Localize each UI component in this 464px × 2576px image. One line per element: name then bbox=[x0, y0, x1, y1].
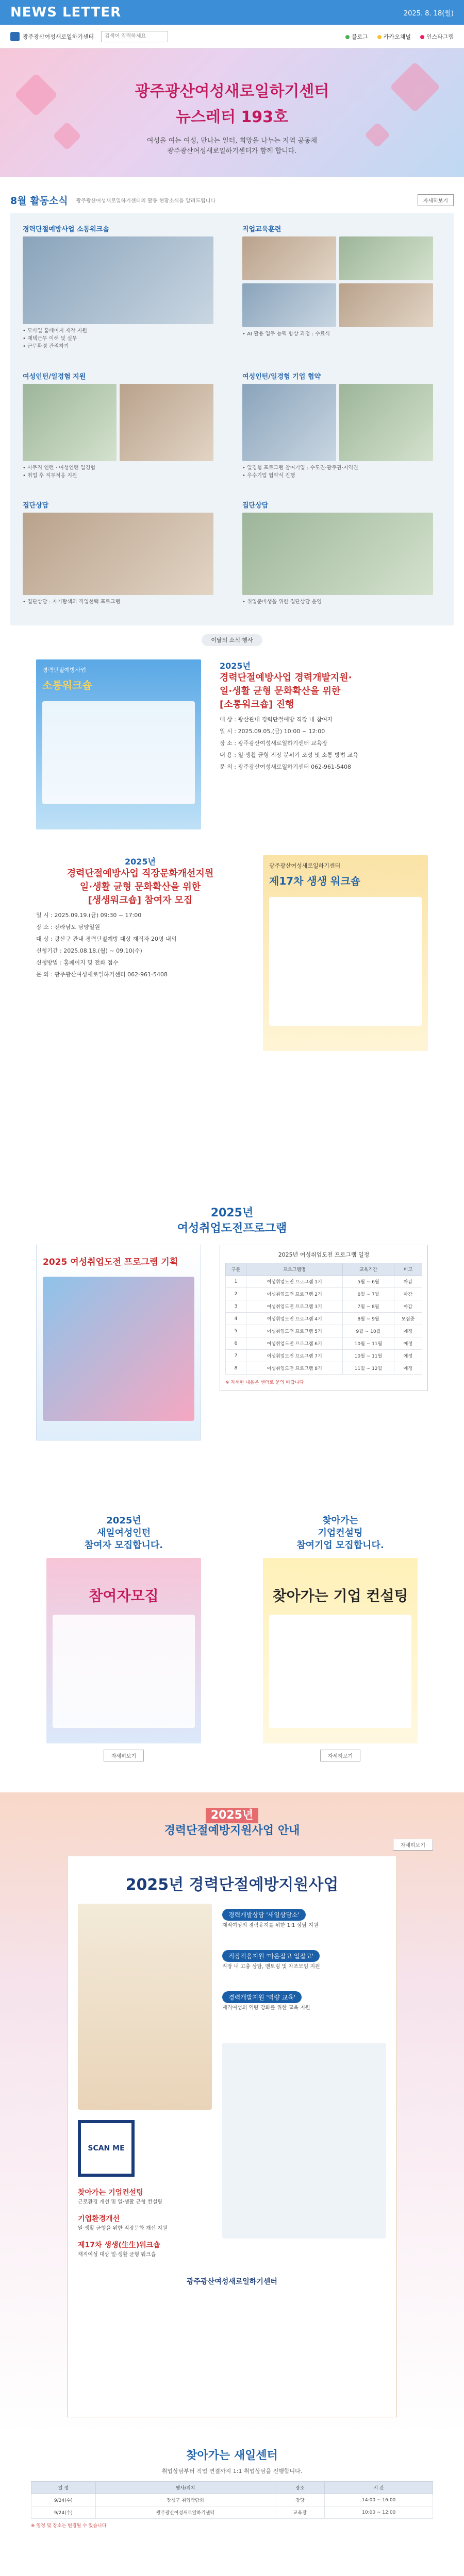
activities-title: 8월 활동소식 bbox=[10, 195, 68, 207]
activity-photo[interactable] bbox=[120, 384, 213, 461]
activity-photo[interactable] bbox=[242, 236, 336, 280]
workshop-headline: 일·생활 균형 문화확산을 위한 bbox=[220, 686, 341, 697]
qr-code-icon[interactable]: SCAN ME bbox=[78, 2120, 135, 2177]
activity-caption: • 취업준비생을 위한 집단상담 운영 bbox=[242, 599, 322, 605]
consulting-more-button[interactable]: 자세히보기 bbox=[320, 1750, 360, 1761]
workshop-year: 2025년 bbox=[220, 661, 251, 671]
activity-title: 여성인턴/일경험 지원 bbox=[23, 372, 86, 381]
workshop-2-section bbox=[0, 845, 464, 1066]
workshop-1-poster[interactable] bbox=[36, 659, 201, 829]
recruit-section bbox=[0, 1515, 464, 1761]
poster-title: 찾아가는 기업 컨설팅 bbox=[272, 1587, 408, 1604]
table-row: 1 여성취업도전 프로그램 1기 5월 ~ 6월 마감 bbox=[226, 1276, 422, 1288]
activity-photo[interactable] bbox=[339, 236, 433, 280]
workshop-detail: 장 소 : 전라남도 담양일원 bbox=[36, 924, 100, 930]
support-title: 2025년 경력단절예방지원사업 안내 bbox=[164, 1809, 300, 1837]
jobs-note: ※ 일정 및 장소는 변경될 수 있습니다 bbox=[31, 2523, 107, 2529]
hero-desc-1: 여성을 여는 여성, 만나는 일터, 희망을 나누는 지역 공동체 bbox=[146, 137, 318, 145]
programs-table: 구분 프로그램명 교육기간 비고 1 여성취업도전 프로그램 1기 5월 ~ 6월 마감 2 여성취업도전 프로그램 2기 6월 ~ 7월 마감 3 여성취업도전 프로그램 3기 7월 ~ 8월 마감 4 여성취업도전 프로그램 4기 8월 ~ 9월 모집중 5 여성취업도전 프로그램 5기 9월 ~ 10월 예정 6 여성취업도전 프로그램 6기 10월 ~ 11월 예정 7 여성취업도전 프로그램 7기 10월 ~ 11월 예정 8 여성취업도전 프로그램 8기 11월 ~ 12월 예정 bbox=[225, 1263, 422, 1375]
poster-footer: 광주광산여성새로일하기센터 bbox=[187, 2278, 277, 2286]
programs-poster[interactable] bbox=[36, 1245, 201, 1440]
activity-caption: • 사무직 인턴 · 여성인턴 일경험 • 취업 후 직무적응 지원 bbox=[23, 465, 95, 479]
activities-desc: 광주광산여성새로일하기센터의 활동 현황소식을 알려드립니다 bbox=[76, 198, 216, 204]
programs-section bbox=[0, 1236, 464, 1458]
workshop-2-info bbox=[36, 855, 244, 978]
activity-caption: • 집단상담 : 자기탐색과 직업선택 프로그램 bbox=[23, 599, 121, 605]
blog-link[interactable]: 블로그 bbox=[345, 32, 368, 41]
table-row: 4 여성취업도전 프로그램 4기 8월 ~ 9월 모집중 bbox=[226, 1313, 422, 1325]
intern-recruit: 2025년 새일여성인턴 참여자 모집합니다. 참여자모집 자세히보기 bbox=[31, 1515, 217, 1761]
top-bar bbox=[0, 0, 464, 25]
org-name[interactable]: 광주광산여성새로일하기센터 bbox=[23, 33, 94, 40]
activity-title: 집단상담 bbox=[23, 502, 49, 510]
activity-caption: • 일경험 프로그램 참여기업 : 수도권·광주권·지역권 • 우수기업 협약식 진행 bbox=[242, 465, 358, 479]
poster-detail-box bbox=[222, 2043, 386, 2239]
workshop-headline: [생생워크숍] 참여자 모집 bbox=[88, 895, 193, 906]
section-divider bbox=[0, 625, 464, 649]
kakao-link[interactable]: 카카오채널 bbox=[377, 32, 411, 41]
workshop-detail: 신청기간 : 2025.08.18.(월) ~ 09.10(수) bbox=[36, 947, 142, 954]
workshop-headline: 경력단절예방사업 경력개발지원· bbox=[220, 672, 352, 683]
workshop-headline: 일·생활 균형 문화확산을 위한 bbox=[79, 882, 201, 892]
programs-table-box bbox=[220, 1245, 428, 1391]
consulting-recruit: 찾아가는 기업컨설팅 참여기업 모집합니다. 찾아가는 기업 컨설팅 자세히보기 bbox=[247, 1515, 433, 1761]
activity-title: 경력단절예방사업 소통워크숍 bbox=[23, 226, 109, 233]
activity-card bbox=[23, 224, 222, 360]
consulting-poster[interactable] bbox=[263, 1558, 418, 1743]
table-row: 3 여성취업도전 프로그램 3기 7월 ~ 8월 마감 bbox=[226, 1300, 422, 1313]
blog-icon bbox=[345, 35, 350, 39]
workshop-detail: 대 상 : 광산구 관내 경력단절예방 대상 재직자 20명 내외 bbox=[36, 936, 177, 942]
support-poster[interactable] bbox=[67, 1856, 397, 2417]
programs-title: 2025년 여성취업도전프로그램 bbox=[177, 1207, 287, 1235]
workshop-detail: 장 소 : 광주광산여성새로일하기센터 교육장 bbox=[220, 740, 327, 747]
workshop-detail: 문 의 : 광주광산여성새로일하기센터 062-961-5408 bbox=[36, 971, 168, 978]
workshop-detail: 신청방법 : 홈페이지 및 전화 접수 bbox=[36, 959, 119, 966]
hero-desc-2: 광주광산여성새로일하기센터가 함께 합니다. bbox=[167, 147, 297, 155]
activity-card bbox=[242, 224, 441, 360]
poster-body bbox=[53, 1615, 195, 1728]
programs-table-title: 2025년 여성취업도전 프로그램 일정 bbox=[278, 1251, 370, 1258]
hero-issue: 뉴스레터 193호 bbox=[176, 108, 288, 126]
workshop-1-info bbox=[220, 659, 428, 771]
activity-title: 여성인턴/일경험 기업 협약 bbox=[242, 372, 321, 381]
workshop-headline: [소통워크숍] 진행 bbox=[220, 699, 294, 710]
workshop-detail: 대 상 : 광산관내 경력단절예방 직장 내 참여자 bbox=[220, 716, 333, 723]
divider-label: 이달의 소식·행사 bbox=[202, 634, 262, 646]
activity-card bbox=[242, 371, 441, 489]
poster-body bbox=[269, 897, 422, 1026]
programs-note: ※ 자세한 내용은 센터로 문의 바랍니다 bbox=[225, 1380, 304, 1385]
table-row: 8 여성취업도전 프로그램 8기 11월 ~ 12월 예정 bbox=[226, 1362, 422, 1375]
poster-title: 참여자모집 bbox=[89, 1587, 159, 1604]
activity-caption: • AI 활용 업무 능력 향상 과정 : 수료식 bbox=[242, 331, 330, 337]
intern-more-button[interactable]: 자세히보기 bbox=[104, 1750, 144, 1761]
poster-left: SCAN ME 찾아가는 기업컨설팅 근로환경 개선 및 일·생활 균형 컨설팅 기업환경개선 일·생활 균형을 위한 직장문화 개선 지원 제17차 생생(生生)워크숍 재직여성 대상 일·생활 균형 워크숍 bbox=[78, 1904, 212, 2266]
support-section bbox=[0, 1792, 464, 2433]
intern-poster[interactable] bbox=[46, 1558, 201, 1743]
activity-photo[interactable] bbox=[242, 283, 336, 327]
menu-bar bbox=[0, 25, 464, 48]
hero-title: 광주광산여성새로일하기센터 bbox=[135, 82, 329, 100]
workshop-1-section bbox=[0, 649, 464, 845]
activity-photo[interactable] bbox=[242, 513, 433, 595]
poster-title: 2025 여성취업도전 프로그램 기획 bbox=[43, 1257, 178, 1267]
table-row: 5 여성취업도전 프로그램 5기 9월 ~ 10월 예정 bbox=[226, 1325, 422, 1337]
table-row: 6 여성취업도전 프로그램 6기 10월 ~ 11월 예정 bbox=[226, 1337, 422, 1350]
activity-photo[interactable] bbox=[339, 283, 433, 327]
support-more-button[interactable]: 자세히보기 bbox=[393, 1839, 433, 1851]
poster-body bbox=[42, 701, 195, 804]
poster-tag: 광주광산여성새로일하기센터 bbox=[269, 862, 341, 869]
org-logo-icon[interactable] bbox=[10, 32, 20, 41]
activity-photo[interactable] bbox=[23, 236, 213, 324]
activity-card bbox=[242, 500, 441, 615]
activity-photo[interactable] bbox=[339, 384, 433, 461]
activity-title: 직업교육훈련 bbox=[242, 226, 281, 233]
table-row: 9/24(수) 광주광산여성새로일하기센터 교육장 10:00 ~ 12:00 bbox=[31, 2506, 433, 2519]
jobs-title: 찾아가는 새일센터 bbox=[186, 2449, 278, 2462]
poster-tag: 경력단절예방사업 bbox=[42, 667, 87, 673]
workshop-headline: 경력단절예방사업 직장문화개선지원 bbox=[67, 868, 214, 879]
poster-title: 소통워크숍 bbox=[42, 679, 92, 691]
table-row: 9/24(수) 장성구 취업박람회 강당 14:00 ~ 16:00 bbox=[31, 2494, 433, 2506]
workshop-detail: 내 용 : 일·생활 균형 직장 분위기 조성 및 소통 방법 교육 bbox=[220, 752, 358, 758]
poster-title: 2025년 경력단절예방지원사업 bbox=[125, 1876, 339, 1894]
workshop-detail: 일 시 : 2025.09.19.(금) 09:30 ~ 17:00 bbox=[36, 912, 142, 919]
activities-grid bbox=[10, 213, 454, 625]
activities-more-button[interactable]: 자세히보기 bbox=[418, 194, 454, 206]
activity-caption: • 모바일 홈페이지 제작 지원 • 재택근무 이해 및 실무 • 근무환경 관리하기 bbox=[23, 328, 87, 349]
social-links bbox=[345, 32, 454, 41]
activity-photo[interactable] bbox=[242, 384, 336, 461]
kakao-icon bbox=[377, 35, 382, 39]
activity-title: 집단상담 bbox=[242, 502, 269, 510]
poster-title: 제17차 생생 워크숍 bbox=[269, 875, 360, 887]
jobs-desc: 취업상담부터 직업 연결까지 1:1 취업상담을 진행합니다. bbox=[161, 2468, 303, 2475]
poster-body bbox=[269, 1615, 411, 1728]
instagram-icon bbox=[420, 35, 424, 39]
workshop-detail: 문 의 : 광주광산여성새로일하기센터 062-961-5408 bbox=[220, 764, 352, 770]
hero-banner bbox=[0, 48, 464, 177]
newsletter-date: 2025. 8. 18(월) bbox=[403, 9, 454, 18]
poster-body bbox=[43, 1277, 194, 1421]
jobs-section bbox=[0, 2433, 464, 2544]
workshop-year: 2025년 bbox=[125, 857, 156, 867]
instagram-link[interactable]: 인스타그램 bbox=[420, 32, 454, 41]
workshop-detail: 일 시 : 2025.09.05.(금) 10:00 ~ 12:00 bbox=[220, 728, 325, 735]
activities-header bbox=[0, 187, 464, 213]
activity-photo[interactable] bbox=[23, 513, 213, 595]
poster-illustration bbox=[78, 1904, 212, 2110]
table-row: 2 여성취업도전 프로그램 2기 6월 ~ 7월 마감 bbox=[226, 1288, 422, 1300]
activity-card bbox=[23, 371, 222, 489]
table-row: 7 여성취업도전 프로그램 7기 10월 ~ 11월 예정 bbox=[226, 1350, 422, 1362]
poster-right: 경력개발상담 '새일상담소' 재직여성의 경력유지를 위한 1:1 상담 지원 직장적응지원 '마음잡고 일잡고' 직장 내 고충 상담, 멘토링 및 자조모임 지원 경력개발지원 '역량 교육' 재직여성의 역량 강화를 위한 교육 지원 bbox=[222, 1904, 386, 2266]
search-input[interactable] bbox=[101, 31, 168, 42]
activity-card bbox=[23, 500, 222, 615]
activity-photo[interactable] bbox=[23, 384, 117, 461]
workshop-2-poster[interactable] bbox=[263, 855, 428, 1051]
jobs-table: 일 정 행사/위치 장소 시 간 9/24(수) 장성구 취업박람회 강당 14:00 ~ 16:00 9/24(수) 광주광산여성새로일하기센터 교육장 10:00 ~ 12:00 bbox=[31, 2481, 433, 2519]
newsletter-title: NEWS LETTER bbox=[10, 5, 122, 20]
